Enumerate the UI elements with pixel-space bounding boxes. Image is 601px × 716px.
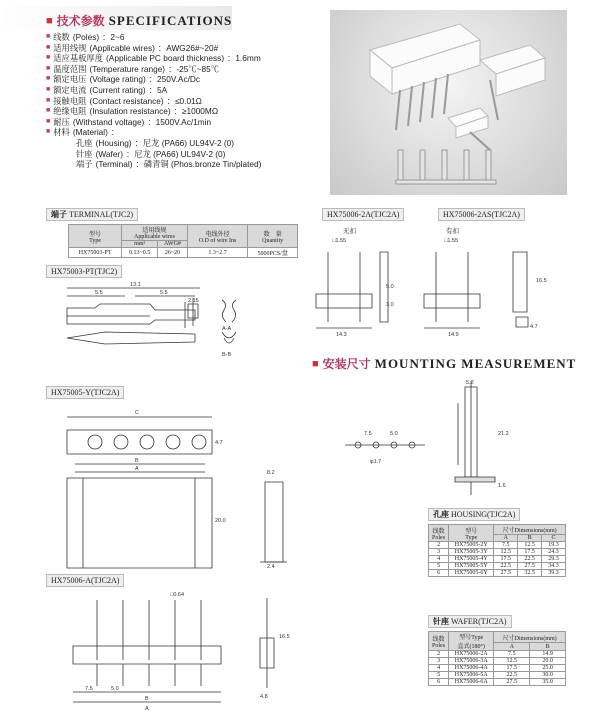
- product-photo: [330, 10, 567, 195]
- svg-text:20.0: 20.0: [215, 518, 226, 524]
- housing-table: 线数 Poles 型号 Type 尺寸Dimensions(mm) A B C 2 HX75005-2Y 7.5 12.5 19.3 3 HX75005-3Y 12.5 17.5 24.3 4 HX75005-4Y 17.5 22.5 29.3 5 HX75005-5Y 22.5 27.5 34.3 6 HX75005-6Y 27.5 32.5 39.3: [428, 524, 566, 577]
- no-flange-label: 无扣: [343, 228, 356, 235]
- twoA-label: HX75006-2A(TJC2A): [322, 208, 404, 221]
- svg-text:5.2: 5.2: [466, 380, 474, 386]
- svg-text:13.1: 13.1: [130, 282, 141, 288]
- svg-text:5.5: 5.5: [95, 290, 103, 296]
- svg-text:□1.55: □1.55: [444, 238, 459, 244]
- spec-row: ■ 适用线规 (Applicable wires) ：AWG26#~20#: [46, 42, 219, 53]
- spec-list: [46, 32, 326, 170]
- mount-title-zh: 安装尺寸: [322, 357, 371, 371]
- table-row: 2 HX75006-2A 7.5 14.9: [429, 651, 566, 658]
- wafer-label: 针座 WAFER(TJC2A): [428, 615, 512, 628]
- svg-text:4.8: 4.8: [260, 694, 268, 700]
- mount-header: [312, 355, 576, 372]
- svg-text:□0.64: □0.64: [170, 592, 185, 598]
- spec-row: ■ 接触电阻 (Contact resistance) ：≤0.01Ω: [46, 95, 202, 106]
- table-row: 4 HX75005-4Y 17.5 22.5 29.3: [429, 556, 566, 563]
- specs-title-zh: 技术参数: [56, 14, 105, 28]
- svg-text:16.5: 16.5: [536, 278, 547, 284]
- svg-text:2.15: 2.15: [188, 298, 199, 304]
- table-row: 3 HX75005-3Y 12.5 17.5 24.3: [429, 549, 566, 556]
- svg-text:1.6: 1.6: [498, 483, 506, 489]
- specs-header: [46, 12, 232, 29]
- svg-text:7.5: 7.5: [364, 431, 372, 437]
- material-row: 孔座 (Housing) ：尼龙 (PA66) UL94V-2 (0): [76, 137, 235, 148]
- svg-text:5.0: 5.0: [386, 284, 394, 290]
- table-row: 6 HX75005-6Y 27.5 32.5 39.3: [429, 570, 566, 577]
- svg-text:B-B: B-B: [222, 352, 232, 358]
- material-row: 端子 (Terminal) ：磷青铜 (Phos.bronze Tin/plated): [76, 159, 262, 170]
- svg-text:5.5: 5.5: [160, 290, 168, 296]
- table-row: 5 HX75005-5Y 22.5 27.5 34.3: [429, 563, 566, 570]
- svg-text:3.0: 3.0: [386, 302, 394, 308]
- mount-title-en: MOUNTING MEASUREMENT: [374, 355, 577, 371]
- terminal-table: 型号 Type 适用线规 Applicable wires 电线外径 O.D of wire Ins 数 量 Quantity mm² AWG# HX75003-PT 0.13~0.5 26~20 1.3~2.7 5000PCS/盘: [68, 224, 298, 258]
- svg-text:φ1.7: φ1.7: [370, 459, 382, 465]
- spec-row: ■ 线数 (Poles) ：2~6: [46, 32, 125, 42]
- svg-text:4.7: 4.7: [215, 440, 223, 446]
- table-row: 2 HX75005-2Y 7.5 12.5 19.3: [429, 542, 566, 549]
- housing-label: 孔座 HOUSING(TJC2A): [428, 508, 520, 521]
- col-type: 型号 Type: [69, 225, 122, 248]
- table-row: 6 HX75006-6A 27.5 35.0: [429, 679, 566, 686]
- svg-text:B: B: [145, 696, 149, 702]
- spec-row: ■ 适应基板厚度 (Applicable PC board thickness) ：1.6mm: [46, 53, 261, 64]
- spec-row: ■ 额定电流 (Current rating) ：5A: [46, 84, 168, 95]
- table-row: 5 HX75006-5A 22.5 30.0: [429, 672, 566, 679]
- twoAS-label: HX75006-2AS(TJC2A): [438, 208, 525, 221]
- y-drawing: [55, 402, 295, 570]
- terminal-label: 端子 TERMINAL(TJC2): [46, 208, 138, 221]
- svg-text:C: C: [135, 410, 139, 416]
- svg-text:5.0: 5.0: [111, 686, 119, 692]
- svg-text:A-A: A-A: [222, 326, 232, 332]
- wafer-table: 线数 Poles 型号Type 直式(180°) 尺寸Dimensions(mm) A B 2 HX75006-2A 7.5 14.9 3 HX75006-3A 12.5 20.0 4 HX75006-4A 17.5 25.0 5 HX75006-5A 22.5 30.0 6 HX75006-6A 27.5 35.0: [428, 631, 566, 686]
- y-label: HX75005-Y(TJC2A): [46, 386, 124, 399]
- svg-text:B: B: [135, 458, 139, 464]
- svg-text:□1.55: □1.55: [332, 238, 347, 244]
- col-wires: 适用线规 Applicable wires: [122, 225, 188, 241]
- svg-text:16.5: 16.5: [279, 634, 290, 640]
- flange-label: 有扣: [446, 228, 459, 235]
- svg-text:8.2: 8.2: [267, 470, 275, 476]
- table-row: 4 HX75006-4A 17.5 25.0: [429, 665, 566, 672]
- header-marker: ■: [312, 357, 319, 370]
- spec-row: ■ 绝缘电阻 (Insulation resistance) ：≥1000MΩ: [46, 106, 219, 117]
- spec-row: ■ 材料 (Material) ：: [46, 127, 120, 138]
- pt-sections: [180, 298, 250, 358]
- table-row: HX75003-PT 0.13~0.5 26~20 1.3~2.7 5000PCS/盘: [69, 248, 298, 258]
- twoA-drawing: [308, 232, 558, 347]
- spec-row: ■ 温度范围 (Temperature range) ：-25℃~85℃: [46, 63, 220, 74]
- svg-text:7.5: 7.5: [85, 686, 93, 692]
- a-label: HX75006-A(TJC2A): [46, 574, 124, 587]
- col-qty: 数 量 Quantity: [248, 225, 298, 248]
- mount-drawing: [330, 375, 560, 505]
- spec-row: ■ 额定电压 (Voltage rating) ：250V.Ac/Dc: [46, 74, 201, 85]
- spec-row: ■ 耐压 (Withstand voltage) ：1500V.Ac/1min: [46, 116, 212, 127]
- header-marker: ■: [46, 14, 53, 27]
- svg-text:2.4: 2.4: [267, 564, 275, 570]
- specs-title-en: SPECIFICATIONS: [108, 12, 233, 28]
- svg-text:A: A: [135, 466, 139, 472]
- a-drawing: [55, 588, 295, 710]
- svg-text:A: A: [145, 706, 149, 710]
- col-od: 电线外径 O.D of wire Ins: [187, 225, 248, 248]
- svg-text:14.9: 14.9: [448, 332, 459, 338]
- table-row: 3 HX75006-3A 12.5 20.0: [429, 658, 566, 665]
- svg-text:21.2: 21.2: [498, 431, 509, 437]
- svg-text:5.0: 5.0: [390, 431, 398, 437]
- material-row: 针座 (Wafer) ：尼龙 (PA66) UL94V-2 (0): [76, 148, 226, 159]
- svg-text:14.3: 14.3: [336, 332, 347, 338]
- svg-text:4.7: 4.7: [530, 324, 538, 330]
- connector-illustration: [330, 10, 567, 195]
- pt-label: HX75003-PT(TJC2): [46, 265, 122, 278]
